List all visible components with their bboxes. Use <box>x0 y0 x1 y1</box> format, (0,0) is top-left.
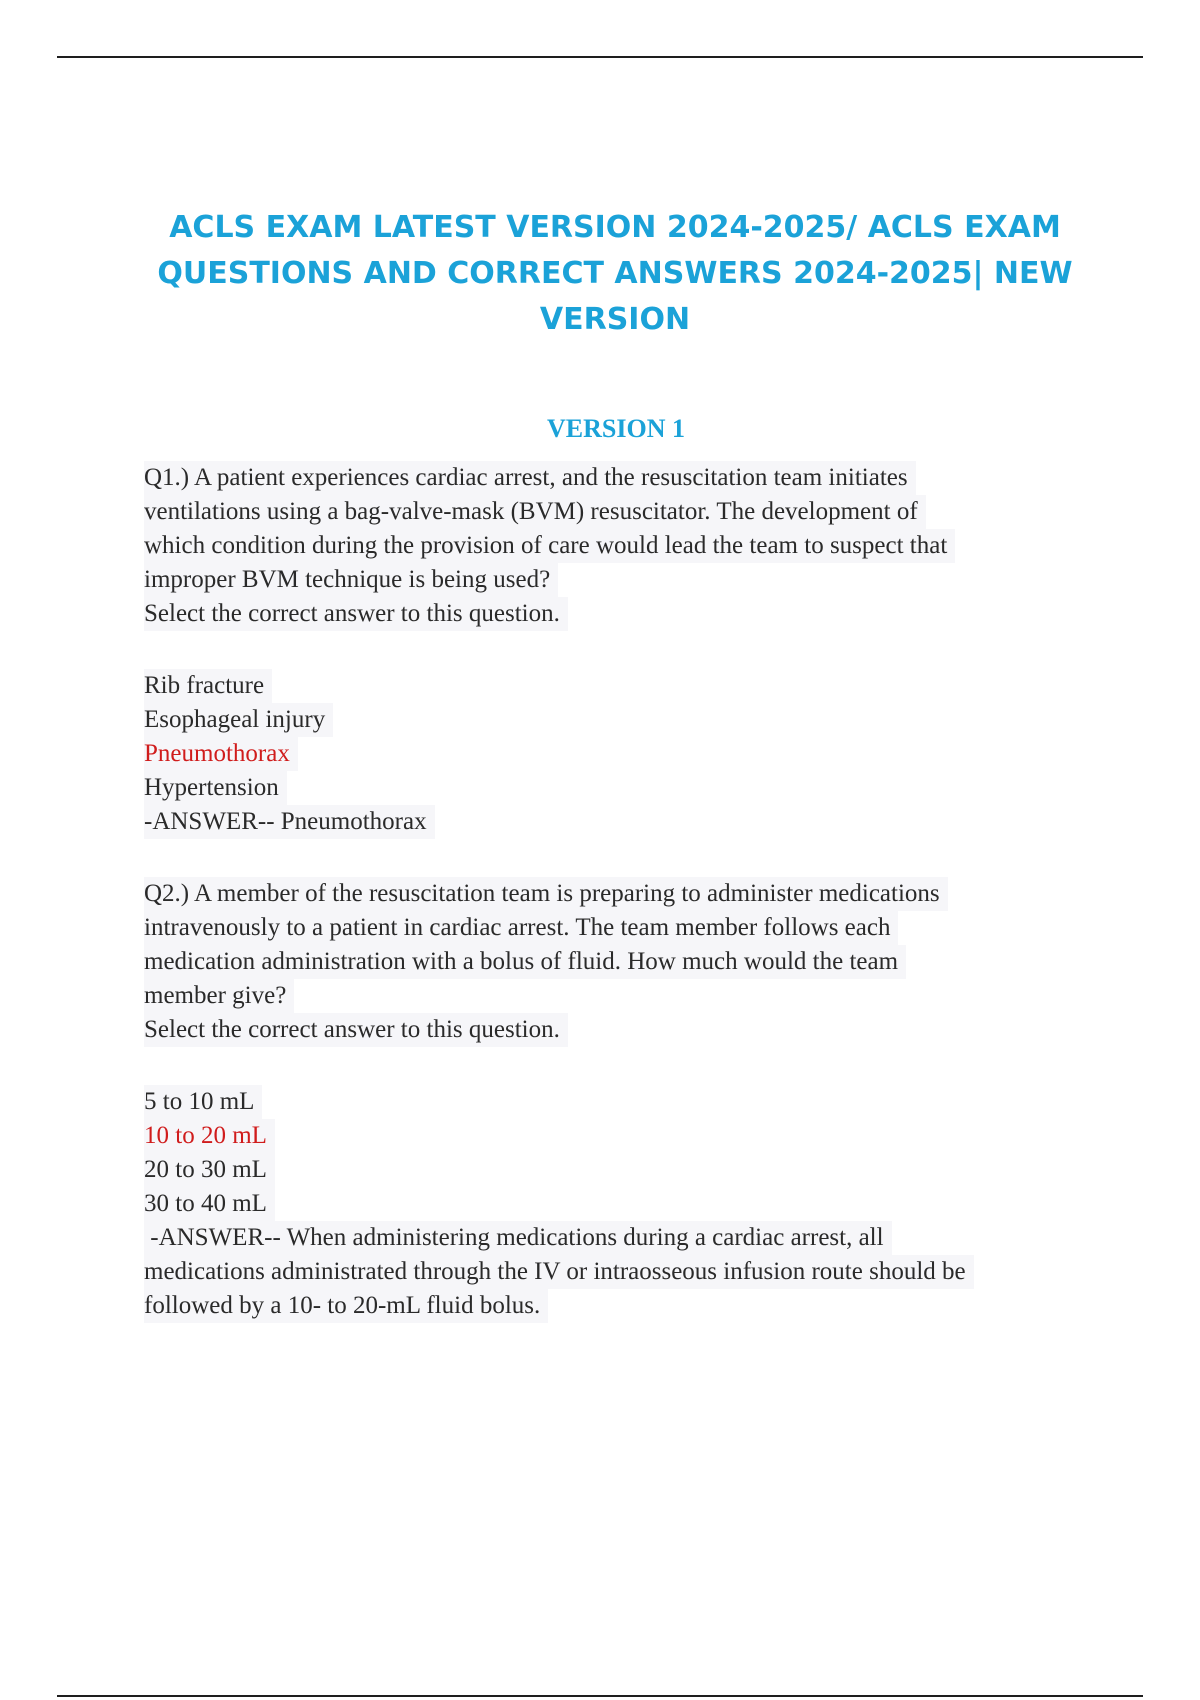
question-1 <box>144 461 1084 631</box>
question-text-line: Q1.) A patient experiences cardiac arrest, and the resuscitation team initiates <box>144 461 1084 495</box>
question-instruction: Select the correct answer to this question. <box>144 1013 1084 1047</box>
question-text-line: which condition during the provision of care would lead the team to suspect that <box>144 529 1084 563</box>
question-1-options <box>144 669 1084 839</box>
option-item: Esophageal injury <box>144 703 1084 737</box>
document-title <box>150 205 1080 343</box>
answer-text-line: -ANSWER-- When administering medications during a cardiac arrest, all <box>144 1221 1084 1255</box>
title-line: QUESTIONS AND CORRECT ANSWERS 2024-2025| NEW <box>157 256 1073 291</box>
question-2-options <box>144 1085 1084 1323</box>
question-instruction: Select the correct answer to this question. <box>144 597 1084 631</box>
option-item: Hypertension <box>144 771 1084 805</box>
correct-option-item: Pneumothorax <box>144 737 1084 771</box>
title-line: VERSION <box>539 302 691 337</box>
option-item: Rib fracture <box>144 669 1084 703</box>
answer-text-line: followed by a 10- to 20-mL fluid bolus. <box>144 1289 1084 1323</box>
option-item: 20 to 30 mL <box>144 1153 1084 1187</box>
answer-text: -ANSWER-- Pneumothorax <box>144 805 1084 839</box>
question-2 <box>144 877 1084 1047</box>
question-text-line: ventilations using a bag-valve-mask (BVM) resuscitator. The development of <box>144 495 1084 529</box>
top-rule <box>57 56 1143 58</box>
bottom-rule <box>57 1695 1143 1697</box>
answer-text-line: medications administrated through the IV or intraosseous infusion route should be <box>144 1255 1084 1289</box>
question-text-line: intravenously to a patient in cardiac arrest. The team member follows each <box>144 911 1084 945</box>
correct-option-item: 10 to 20 mL <box>144 1119 1084 1153</box>
question-text-line: improper BVM technique is being used? <box>144 563 1084 597</box>
option-item: 5 to 10 mL <box>144 1085 1084 1119</box>
question-text-line: medication administration with a bolus of fluid. How much would the team <box>144 945 1084 979</box>
question-text-line: Q2.) A member of the resuscitation team is preparing to administer medications <box>144 877 1084 911</box>
question-text-line: member give? <box>144 979 1084 1013</box>
section-heading: VERSION 1 <box>547 414 685 443</box>
option-item: 30 to 40 mL <box>144 1187 1084 1221</box>
title-line: ACLS EXAM LATEST VERSION 2024-2025/ ACLS EXAM <box>169 210 1061 245</box>
